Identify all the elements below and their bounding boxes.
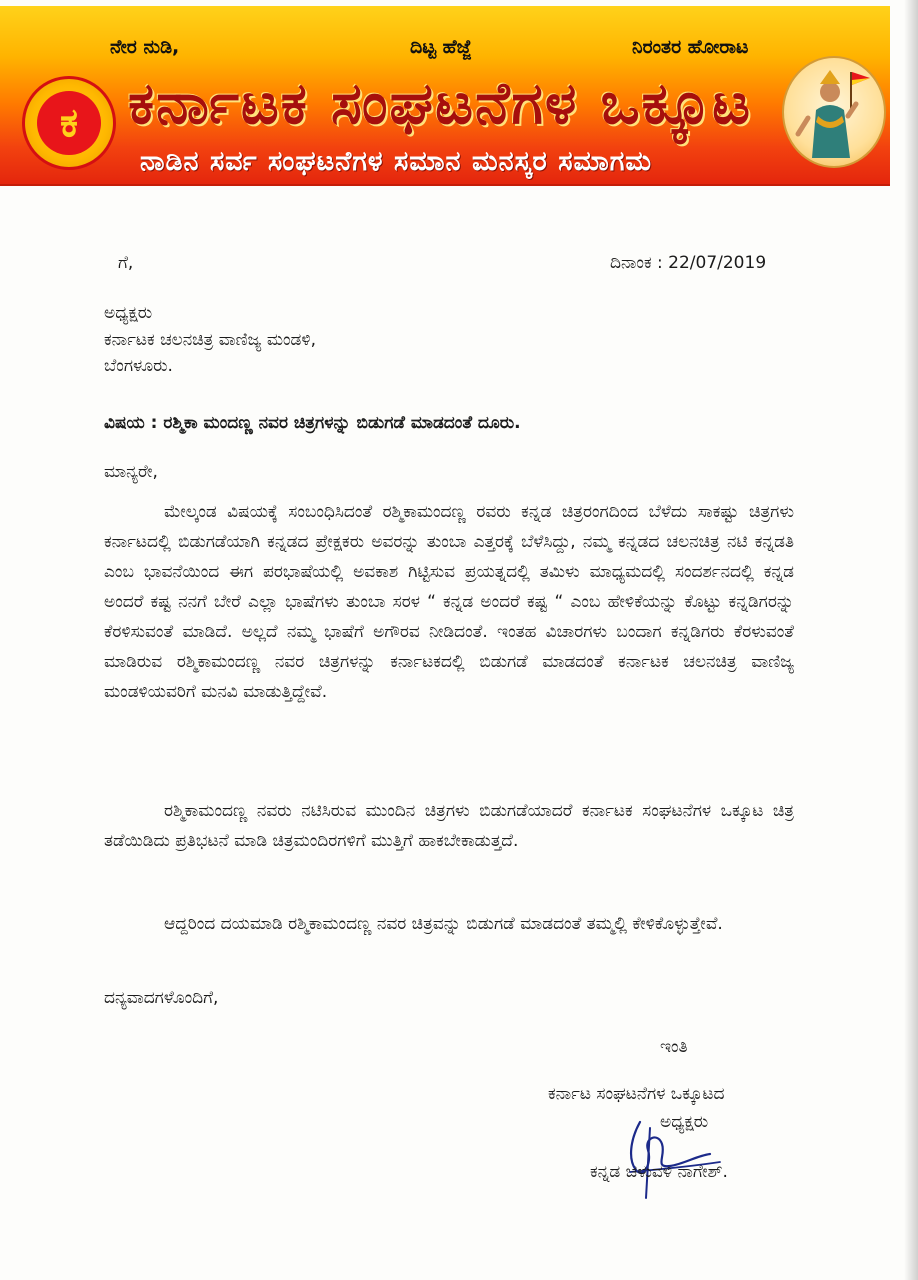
organization-logo — [22, 76, 116, 170]
bhuvaneshwari-emblem-icon — [782, 56, 886, 168]
organization-subtitle: ನಾಡಿನ ಸರ್ವ ಸಂಘಟನೆಗಳ ಸಮಾನ ಮನಸ್ಕರ ಸಮಾಗಮ — [140, 146, 653, 177]
thanks-line: ದನ್ಯವಾದಗಳೊಂದಿಗೆ, — [104, 988, 219, 1008]
signatory-organization: ಕರ್ನಾಟ ಸಂಘಟನೆಗಳ ಒಕ್ಕೂಟದ — [548, 1084, 725, 1104]
recipient-to-label: ಗೆ, — [118, 253, 134, 273]
tagline-2: ದಿಟ್ಟ ಹೆಜ್ಜೆ — [410, 36, 472, 58]
recipient-line-1: ಅಧ್ಯಕ್ಷರು — [104, 303, 153, 323]
tagline-1: ನೇರ ನುಡಿ, — [110, 36, 180, 58]
letterhead-banner — [0, 6, 890, 186]
recipient-line-3: ಬೆಂಗಳೂರು. — [104, 356, 173, 376]
page-edge-shadow — [904, 0, 918, 1280]
letter-subject: ವಿಷಯ : ರಶ್ಮಿಕಾ ಮಂದಣ್ಣ ನವರ ಚಿತ್ರಗಳನ್ನು ಬಿಡುಗಡೆ ಮಾಡದಂತೆ ದೂರು. — [104, 413, 521, 433]
handwritten-signature-icon — [600, 1110, 740, 1200]
recipient-line-2: ಕರ್ನಾಟಕ ಚಲನಚಿತ್ರ ವಾಣಿಜ್ಯ ಮಂಡಳಿ, — [104, 330, 317, 350]
letter-date: ದಿನಾಂಕ : 22/07/2019 — [610, 253, 767, 273]
tagline-3: ನಿರಂತರ ಹೋರಾಟ — [632, 36, 749, 58]
signatory-role: ಅಧ್ಯಕ್ಷರು — [660, 1112, 709, 1132]
closing-line: ಇಂತಿ — [660, 1037, 688, 1057]
organization-name: ಕರ್ನಾಟಕ ಸಂಘಟನೆಗಳ ಒಕ್ಕೂಟ — [128, 69, 753, 137]
logo-glyph: ಕ — [60, 100, 78, 146]
body-paragraph-3: ಆದ್ದರಿಂದ ದಯಮಾಡಿ ರಶ್ಮಿಕಾಮಂದಣ್ಣ ನವರ ಚಿತ್ರವನ್ನು ಬಿಡುಗಡೆ ಮಾಡದಂತೆ ತಮ್ಮಲ್ಲಿ ಕೇಳಿಕೊಳ್ಳುತ್ತೇವೆ. — [164, 914, 723, 934]
body-paragraph-2: ರಶ್ಮಿಕಾಮಂದಣ್ಣ ನವರು ನಟಿಸಿರುವ ಮುಂದಿನ ಚಿತ್ರಗಳು ಬಿಡುಗಡೆಯಾದರೆ ಕರ್ನಾಟಕ ಸಂಘಟನೆಗಳ ಒಕ್ಕೂಟ ಚಿತ್ರ ತಡೆಯಿಡಿದು ಪ್ರತಿಭಟನೆ ಮಾಡಿ ಚಿತ್ರಮಂದಿರಗಳಿಗೆ ಮುತ್ತಿಗೆ ಹಾಕಬೇಕಾಡುತ್ತದೆ. — [104, 801, 794, 851]
body-paragraph-1: ಮೇಲ್ಕಂಡ ವಿಷಯಕ್ಕೆ ಸಂಬಂಧಿಸಿದಂತೆ ರಶ್ಮಿಕಾಮಂದಣ್ಣ ರವರು ಕನ್ನಡ ಚಿತ್ರರಂಗದಿಂದ ಬೆಳೆದು ಸಾಕಷ್ಟು ಚಿತ್ರಗಳು ಕರ್ನಾಟದಲ್ಲಿ ಬಿಡುಗಡೆಯಾಗಿ ಕನ್ನಡದ ಪ್ರೇಕ್ಷಕರು ಅವರನ್ನು ತುಂಬಾ ಎತ್ತರಕ್ಕೆ ಬೆಳೆಸಿದ್ದು, ನಮ್ಮ ಕನ್ನಡದ ಚಲನಚಿತ್ರ ನಟಿ ಕನ್ನಡತಿ ಎಂಬ ಭಾವನೆಯಿಂದ ಈಗ ಪರಭಾಷೆಯಲ್ಲಿ ಅವಕಾಶ ಗಿಟ್ಟಿಸುವ ಪ್ರಯತ್ನದಲ್ಲಿ ತಮಿಳು ಮಾಧ್ಯಮದಲ್ಲಿ ಸಂದರ್ಶನದಲ್ಲಿ ಕನ್ನಡ ಅಂದರೆ ಕಷ್ಟ ನನಗೆ ಬೇರೆ ಎಲ್ಲಾ ಭಾಷೆಗಳು ತುಂಬಾ ಸರಳ “ ಕನ್ನಡ ಅಂದರೆ ಕಷ್ಟ “ ಎಂಬ ಹೇಳಿಕೆಯನ್ನು ಕೊಟ್ಟು ಕನ್ನಡಿಗರನ್ನು ಕೆರಳಿಸುವಂತೆ ಮಾಡಿದೆ. ಅಲ್ಲದೆ ನಮ್ಮ ಭಾಷೆಗೆ ಅಗೌರವ ನೀಡಿದಂತೆ. ಇಂತಹ ವಿಚಾರಗಳು ಬಂದಾಗ ಕನ್ನಡಿಗರು ಕೆರಳುವಂತೆ ಮಾಡಿರುವ ರಶ್ಮಿಕಾಮಂದಣ್ಣ ನವರ ಚಿತ್ರಗಳನ್ನು ಕರ್ನಾಟಕದಲ್ಲಿ ಬಿಡುಗಡೆ ಮಾಡದಂತೆ ಕರ್ನಾಟಕ ಚಲನಚಿತ್ರ ವಾಣಿಜ್ಯ ಮಂಡಳಿಯವರಿಗೆ ಮನವಿ ಮಾಡುತ್ತಿದ್ದೇವೆ. — [104, 502, 794, 702]
signatory-name: ಕನ್ನಡ ಚಳುವಳಿ ನಾಗೇಶ್. — [590, 1162, 728, 1182]
salutation: ಮಾನ್ಯರೇ, — [104, 462, 158, 482]
